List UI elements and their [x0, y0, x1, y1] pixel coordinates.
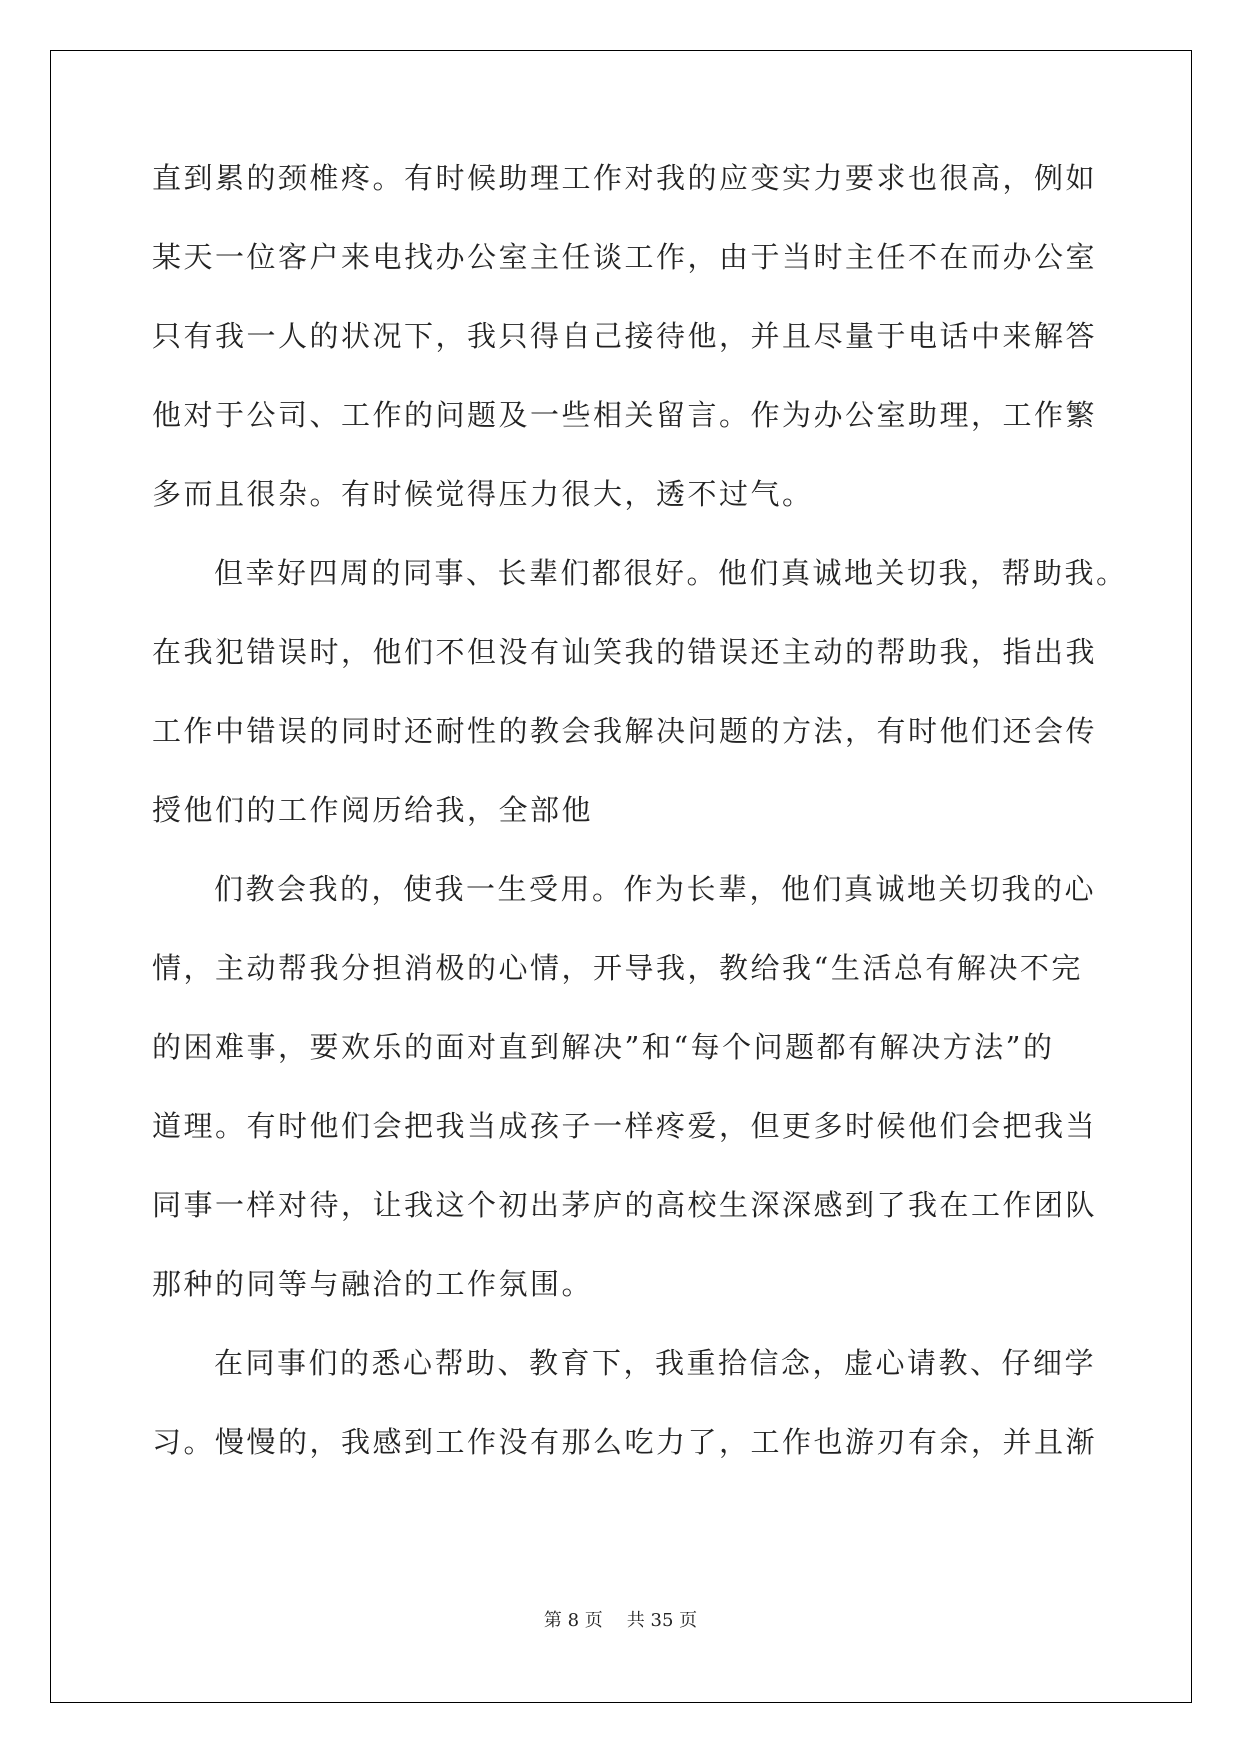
text-line: 道理。有时他们会把我当成孩子一样疼爱，但更多时候他们会把我当 [152, 1109, 1098, 1143]
paragraph-first-line: 但幸好四周的同事、长辈们都很好。他们真诚地关切我，帮助我。 [214, 556, 1128, 590]
text-line: 多而且很杂。有时候觉得压力很大，透不过气。 [152, 477, 814, 511]
text-line: 授他们的工作阅历给我，全部他 [152, 793, 594, 827]
text-line: 的困难事，要欢乐的面对直到解决”和“每个问题都有解决方法”的 [152, 1030, 1055, 1064]
page-number: 第 8 页 [543, 1610, 603, 1631]
page-total: 共 35 页 [626, 1610, 698, 1631]
page-footer [0, 1606, 1241, 1632]
text-line: 他对于公司、工作的问题及一些相关留言。作为办公室助理，工作繁 [152, 398, 1098, 432]
text-line: 习。慢慢的，我感到工作没有那么吃力了，工作也游刃有余，并且渐 [152, 1425, 1098, 1459]
paragraph-first-line: 在同事们的悉心帮助、教育下，我重拾信念，虚心请教、仔细学 [214, 1346, 1097, 1380]
text-line: 工作中错误的同时还耐性的教会我解决问题的方法，有时他们还会传 [152, 714, 1098, 748]
text-line: 某天一位客户来电找办公室主任谈工作，由于当时主任不在而办公室 [152, 240, 1098, 274]
text-line: 只有我一人的状况下，我只得自己接待他，并且尽量于电话中来解答 [152, 319, 1098, 353]
text-line: 那种的同等与融洽的工作氛围。 [152, 1267, 594, 1301]
text-line: 直到累的颈椎疼。有时候助理工作对我的应变实力要求也很高，例如 [152, 161, 1098, 195]
text-line: 情，主动帮我分担消极的心情，开导我，教给我“生活总有解决不完 [152, 951, 1083, 985]
paragraph-first-line: 们教会我的，使我一生受用。作为长辈，他们真诚地关切我的心 [214, 872, 1097, 906]
text-line: 在我犯错误时，他们不但没有讪笑我的错误还主动的帮助我，指出我 [152, 635, 1098, 669]
document-body [152, 158, 1128, 1501]
text-line: 同事一样对待，让我这个初出茅庐的高校生深深感到了我在工作团队 [152, 1188, 1098, 1222]
